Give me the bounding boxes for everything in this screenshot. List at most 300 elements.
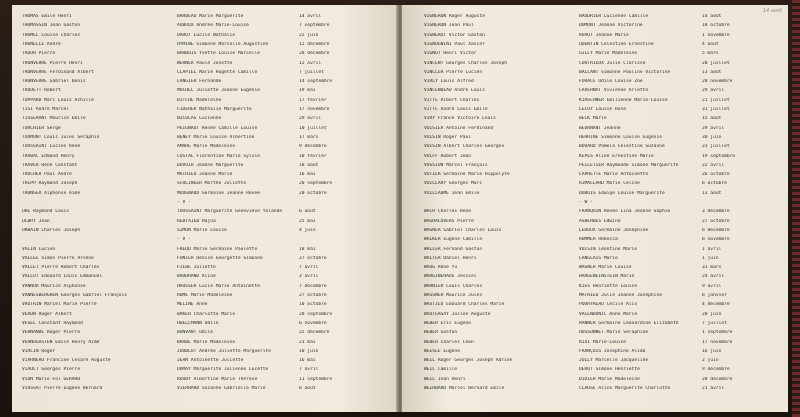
husband-name: VOISIN Albert Charles Georges xyxy=(424,144,505,150)
wife-name: BARBEAU Marie Marguerite xyxy=(177,14,244,19)
marriage-date: 29 avril xyxy=(299,116,322,122)
register-row xyxy=(12,219,398,225)
register-row xyxy=(402,386,788,392)
register-row xyxy=(12,116,398,122)
husband-name: TROUH Pierre xyxy=(22,51,56,57)
register-row xyxy=(12,126,398,132)
wife-name: POURYREAU Cécile Alix xyxy=(579,302,638,308)
marriage-date: 17 novembre xyxy=(702,339,733,345)
wife-name: HERRINE Simonne Louise Eugénie xyxy=(579,134,662,140)
marriage-date: 27 octobre xyxy=(702,218,730,224)
register-row xyxy=(402,265,788,271)
register-row xyxy=(402,172,788,178)
marriage-date: 14 août xyxy=(702,14,722,19)
wife-name: PELLETIER Raymonde Simone Marguerite xyxy=(579,162,679,168)
husband-name: WEIL Roger Georges Joseph Adrien xyxy=(424,358,513,364)
marriage-date: 31 mars xyxy=(702,265,722,271)
register-row xyxy=(402,191,788,197)
husband-name: VIGNEROT Victor Gaston xyxy=(424,32,485,38)
register-row xyxy=(402,181,788,187)
wife-name: RUAUT Jeanne Marie xyxy=(579,32,629,38)
marriage-date: 2 juin xyxy=(702,358,719,364)
husband-name: WEBER Charles Léon xyxy=(424,339,474,345)
wife-name: FILBE Juliette xyxy=(177,265,216,271)
register-row xyxy=(402,219,788,225)
marriage-date: 17 février xyxy=(299,97,327,103)
register-row xyxy=(12,135,398,141)
husband-name: VÉSEL Constant Raymond xyxy=(22,320,83,326)
wife-name: VALENDUNIC Anne Marie xyxy=(579,311,638,317)
register-row xyxy=(402,284,788,290)
wife-name: ROUBY Albertine Marie Thérèse xyxy=(177,376,258,382)
husband-name: VERNOGASTEN Emile Henry Aimé xyxy=(22,339,100,345)
marriage-date: 10 février xyxy=(299,153,327,159)
register-row xyxy=(402,33,788,39)
register-row xyxy=(12,98,398,104)
husband-name: VINCENT Georges Charles Joseph xyxy=(424,60,507,66)
husband-name: WAUG Réne Yu xyxy=(424,265,458,271)
wife-name: BARBE Marie Madeleine xyxy=(177,339,236,345)
marriage-date: 16 mai xyxy=(299,172,316,178)
husband-name: VANNESBERGHEN Georges Gabriel François xyxy=(22,293,128,298)
husband-name: URBAIN Charles Joseph xyxy=(22,227,81,233)
wife-name: DAROT Lucile Nathalie xyxy=(177,32,236,38)
wife-name: AMARÉ Marie Madeleine xyxy=(177,144,236,150)
register-row xyxy=(12,386,398,392)
marriage-date: 10 juillet xyxy=(299,125,327,131)
register-row xyxy=(402,107,788,113)
marriage-date: 28 décembre xyxy=(299,51,330,57)
husband-name: VITTE Albert Charles xyxy=(424,97,480,103)
wife-name: BARGENEINSTEIN Marie xyxy=(579,274,635,280)
wife-name: JEAN Antoinette Juliette xyxy=(177,358,244,364)
marriage-date: 14 septembre xyxy=(299,79,333,85)
husband-name: WARGINEHAUS Jessiel xyxy=(424,274,477,280)
register-row xyxy=(402,237,788,243)
wife-name: LECOY Louise Rose xyxy=(579,107,627,112)
register-row xyxy=(12,144,398,150)
husband-name: VOTIER Germaine Marie Hippolyte xyxy=(424,172,510,178)
husband-name: VIGNERON Jean Paul xyxy=(424,23,474,29)
register-row xyxy=(12,51,398,57)
register-row xyxy=(402,367,788,373)
wife-name: REBTAIEB Hajna xyxy=(177,218,216,224)
wife-name: RIMALLARD Marie Céline xyxy=(579,181,640,187)
register-row xyxy=(402,163,788,169)
wife-name: LAVERNAT Vivienne Arlette xyxy=(579,88,649,94)
marriage-date: 25 mai xyxy=(299,218,316,224)
register-row xyxy=(402,14,788,20)
register-row xyxy=(402,274,788,280)
husband-name: VOSSION Marcel François xyxy=(424,162,488,168)
wife-name: HYMINE Simonne Marcelle Augustine xyxy=(177,41,269,47)
wife-name: RIXI Marie-Louise xyxy=(579,339,627,345)
husband-name: VIGNERON Roger Auguste xyxy=(424,14,485,19)
left-page xyxy=(12,5,398,412)
marriage-date: 16 juin xyxy=(702,348,722,354)
husband-name: VIOSSAT Pierre Eugène Bernard xyxy=(22,386,103,391)
register-row xyxy=(12,88,398,94)
husband-name: VION Marie Fol GÉRARD xyxy=(22,376,81,382)
marriage-date: 13 août xyxy=(702,190,722,196)
wife-name: ASBERBES Edwina xyxy=(579,218,621,224)
marriage-date: 23 juillet xyxy=(702,144,730,150)
marriage-date: 11 septembre xyxy=(299,376,333,382)
register-row xyxy=(12,33,398,39)
register-row xyxy=(12,302,398,308)
register-row xyxy=(12,228,398,234)
husband-name: WARNIER Louis Charles xyxy=(424,283,483,289)
register-row xyxy=(402,349,788,355)
wife-name: WERNER Paule Josette xyxy=(177,60,233,66)
wife-name: FIDERER Nathalie Marguerite xyxy=(177,107,252,112)
wife-name: WAGNER Marie Louise xyxy=(579,265,632,271)
register-row xyxy=(402,61,788,67)
wife-name: KEPES Aline Ernestine Marie xyxy=(579,153,654,159)
marriage-date: 6 octobre xyxy=(702,181,727,187)
wife-name: FUNIER Denise Georgette Simonne xyxy=(177,255,263,261)
marriage-date: 4 décembre xyxy=(702,302,730,308)
register-row xyxy=(12,349,398,355)
wife-name: TOUSSAINT Marguerite Geneviève Yolande xyxy=(177,209,283,215)
husband-name: WASSNER Maurice Jules xyxy=(424,293,483,298)
wife-name: PEIGNAUT Renée Camille Louise xyxy=(177,125,258,131)
husband-name: VINCLER Pierre Lucien xyxy=(424,69,483,75)
marriage-date: 22 avril xyxy=(702,162,725,168)
husband-name: VIGNOGNINI Paul Xavier xyxy=(424,41,485,47)
register-row xyxy=(402,23,788,29)
marriage-date: 6 novembre xyxy=(299,320,327,326)
marriage-date: 24 avril xyxy=(702,274,725,280)
register-row xyxy=(402,88,788,94)
marriage-date: 20 septembre xyxy=(299,181,333,187)
husband-name: TRIPP Raymond Joseph xyxy=(22,181,78,187)
marriage-date: 16 mai xyxy=(299,358,316,364)
wife-name: FRANQUIN Renée Lina Jeanne Sophie xyxy=(579,209,671,215)
register-row xyxy=(12,265,398,271)
marriage-date: 10 octobre xyxy=(299,302,327,308)
husband-name: WEESLÉ Eugène xyxy=(424,348,460,354)
husband-name: WAGHALOVERS Pierre xyxy=(424,218,474,224)
marriage-date: 27 octobre xyxy=(299,293,327,298)
husband-name: TRUNGER Alphonse Aimé xyxy=(22,190,81,196)
register-row xyxy=(402,154,788,160)
wife-name: KIRSCHNER Emilienne Marie-Louise xyxy=(579,97,668,103)
register-row xyxy=(402,51,788,57)
register-row xyxy=(402,330,788,336)
register-row xyxy=(12,312,398,318)
husband-name: VUILLAUME Jean Emile xyxy=(424,190,480,196)
husband-name: VANNOR Maurice Alphonse xyxy=(22,283,86,289)
register-row xyxy=(402,256,788,262)
register-row xyxy=(402,209,788,215)
marriage-date: 28 septembre xyxy=(299,311,333,317)
register-row xyxy=(402,116,788,122)
register-row xyxy=(402,126,788,132)
husband-name: THOMASSIN Jean Gaston xyxy=(22,23,81,29)
register-row xyxy=(12,14,398,20)
wife-name: VIERBARD Suzanne Gabrielle Marie xyxy=(177,386,266,391)
marriage-date: 26 octobre xyxy=(702,172,730,178)
husband-name: VALLÉE Simon Pierre Arsène xyxy=(22,255,94,261)
register-row xyxy=(12,200,398,206)
marriage-date: 12 avril xyxy=(299,60,322,66)
book-edge xyxy=(792,0,800,417)
wife-name: LANGIER Fernande xyxy=(177,79,222,85)
husband-name: VAUTRIN Marcel Marie Pierre xyxy=(22,302,97,308)
wife-name: LANGLAIS Marie xyxy=(579,255,618,261)
wife-name: ROME Marie Madeleine xyxy=(177,293,233,298)
wife-name: RANNER Germaine Léonardine Elizabeth xyxy=(579,320,679,326)
register-row xyxy=(12,284,398,290)
marriage-date: 10 juin xyxy=(299,348,319,354)
husband-name: TRONVERRE Gabriel Denis xyxy=(22,79,86,85)
marriage-date: 7 avril xyxy=(299,265,319,271)
register-row xyxy=(12,61,398,67)
register-row xyxy=(12,70,398,76)
marriage-date: 31 juillet xyxy=(702,107,730,112)
husband-name: TRONVERRE Ferdinand Albert xyxy=(22,69,94,75)
marriage-date: 21 juillet xyxy=(702,97,730,103)
wife-name: DUMONT Jeanne Victorine xyxy=(579,23,643,29)
marriage-date: 20 juillet xyxy=(702,60,730,66)
marriage-date: 1 septembre xyxy=(702,330,733,336)
husband-name: TOUMONT Louis Jules Séraphin xyxy=(22,134,100,140)
husband-name: VALLET Pierre Robert Charles xyxy=(22,265,100,271)
section-letter: - W - xyxy=(579,200,593,205)
right-page xyxy=(402,5,788,412)
husband-name: VOISIN Roger Paul xyxy=(424,134,472,140)
marriage-date: 7 décembre xyxy=(299,283,327,289)
husband-name: VALLOT Edouard Louis Emmanuel xyxy=(22,274,103,280)
marriage-date: 28 novembre xyxy=(702,79,733,85)
husband-name: THOMEL Louise Charles xyxy=(22,32,81,38)
marriage-date: 6 décembre xyxy=(702,227,730,233)
left-page-rows xyxy=(12,5,398,412)
wife-name: BEURNANT Jeanne xyxy=(579,125,621,131)
husband-name: WEBER Eric Eugène xyxy=(424,320,472,326)
wife-name: SIMON Marie Louise xyxy=(177,227,227,233)
husband-name: VIGNOT Henri Victor xyxy=(424,51,477,57)
husband-name: WEBER Gaston xyxy=(424,330,458,336)
wife-name: MATHIEU Jeanne Marie xyxy=(177,172,233,178)
wife-name: SCHLINGER Marthe Juliette xyxy=(177,181,247,187)
register-row xyxy=(12,23,398,29)
husband-name: WAGNER Gabriel Charles Louis xyxy=(424,227,502,233)
marriage-date: 7 septembre xyxy=(299,23,330,29)
marriage-date: 5 mars xyxy=(702,51,719,57)
marriage-date: 14 avril xyxy=(299,14,322,19)
wife-name: BECK Marie xyxy=(579,116,607,122)
marriage-date: 21 avril xyxy=(702,386,725,391)
section-letter: - V - xyxy=(177,200,191,205)
wife-name: BONVANT Odile xyxy=(177,330,213,336)
husband-name: WACH Charles René xyxy=(424,209,472,215)
husband-name: WASTIEU Édouard Charles Marie xyxy=(424,302,505,308)
wife-name: QUENTIN Célestine Ernestine xyxy=(579,41,654,47)
marriage-date: 18 octobre xyxy=(702,23,730,29)
husband-name: VIRLY Louis Alfred xyxy=(424,79,474,85)
marriage-date: 9 décembre xyxy=(299,144,327,150)
register-row xyxy=(402,200,788,206)
husband-name: TRAVER René Constant xyxy=(22,162,78,168)
husband-name: VOLFF Robert Jean xyxy=(424,153,472,159)
husband-name: ULBRY Jean xyxy=(22,218,50,224)
wife-name: MÉLINE Anne xyxy=(177,302,208,308)
wife-name: COUTRIEUX Julie Clarisse xyxy=(579,60,646,66)
marriage-date: 17 mars xyxy=(299,134,319,140)
wife-name: DIDIER Marie Madeleine xyxy=(579,376,640,382)
wife-name: BAUDRIER Lucienne Camille xyxy=(579,14,649,19)
husband-name: VINCENDEAU André Louis xyxy=(424,88,485,94)
marriage-date: 7 juillet xyxy=(299,69,324,75)
register-row xyxy=(402,321,788,327)
marriage-date: 6 janvier xyxy=(702,293,727,298)
husband-name: VUILLARY Georges Marc xyxy=(424,181,483,187)
marriage-date: 13 août xyxy=(702,69,722,75)
register-row xyxy=(402,98,788,104)
marriage-date: 6 novembre xyxy=(702,237,730,243)
wife-name: KIÉS Henriette Louise xyxy=(579,283,638,289)
wife-name: FRÉOD Marie Germaine Paulette xyxy=(177,246,258,252)
register-row xyxy=(12,377,398,383)
register-row xyxy=(402,135,788,141)
marriage-date: 18 mai xyxy=(299,246,316,252)
register-row xyxy=(12,107,398,113)
wife-name: CLAPIEL Marie Hugette Camille xyxy=(177,69,258,75)
marriage-date: 22 juin xyxy=(299,32,319,38)
wife-name: DITCHE Madeleine xyxy=(177,97,222,103)
register-row xyxy=(12,340,398,346)
wife-name: MOCHEL Juliette Jeanne Eugénie xyxy=(177,88,260,94)
husband-name: VIALIN Roger xyxy=(22,348,56,354)
wife-name: CLAUSE Alice Marguerite Charlotte xyxy=(579,386,671,391)
marriage-date: 7 juillet xyxy=(702,320,727,326)
marriage-date: 12 décembre xyxy=(299,41,330,47)
register-row xyxy=(12,191,398,197)
wife-name: DUMAY Marguerite Julienne Lucette xyxy=(177,367,269,373)
register-row xyxy=(12,367,398,373)
husband-name: WAUTERSAY Julien Auguste xyxy=(424,311,491,317)
register-row xyxy=(402,247,788,253)
wife-name: AUBOUX Andrée Marie-Louise xyxy=(177,23,249,29)
husband-name: THONELLE André xyxy=(22,41,61,47)
husband-name: VERNANDE Roger Pierre xyxy=(22,330,81,336)
register-row xyxy=(12,42,398,48)
register-row xyxy=(12,181,398,187)
register-row xyxy=(402,70,788,76)
marriage-date: 27 octobre xyxy=(299,255,327,261)
husband-name: WALKER Eugène Camille xyxy=(424,237,483,243)
husband-name: TOPPARD Marc Louis Achille xyxy=(22,97,94,103)
husband-name: VALIN Lucien xyxy=(22,246,56,252)
husband-name: VITTE André Louis Emile xyxy=(424,107,488,112)
marriage-date: 6 août xyxy=(299,209,316,215)
marriage-date: 29 avril xyxy=(702,125,725,131)
husband-name: TISSERANT Maurice Emile xyxy=(22,116,86,122)
wife-name: DEROT Simone Henriette xyxy=(579,367,640,373)
marriage-date: 18 août xyxy=(299,162,319,168)
marriage-date: 1 juin xyxy=(702,255,719,261)
marriage-date: 7 avril xyxy=(299,367,319,373)
register-row xyxy=(12,172,398,178)
register-row xyxy=(12,330,398,336)
husband-name: WEIL Jean Henri xyxy=(424,376,466,382)
wife-name: VOISIN Léontine Marie xyxy=(579,246,638,252)
husband-name: TROUETT Robert xyxy=(22,88,61,94)
register-row xyxy=(12,79,398,85)
register-row xyxy=(12,321,398,327)
register-row xyxy=(12,274,398,280)
husband-name: WALLER Fernand Gaston xyxy=(424,246,483,252)
husband-name: THOMAS Emile Henri xyxy=(22,14,72,19)
marriage-date: 19 septembre xyxy=(702,153,736,159)
marriage-date: 1 novembre xyxy=(702,32,730,38)
wife-name: COSTAL Florentine Marie Sylvie xyxy=(177,153,260,159)
wife-name: DUBOIS Edwige Louise Marguerite xyxy=(579,190,665,196)
register-row xyxy=(402,358,788,364)
wife-name: JOLLY Marcelle Jacqueline xyxy=(579,358,649,364)
register-row xyxy=(12,293,398,299)
register-row xyxy=(12,163,398,169)
register-row xyxy=(402,228,788,234)
wife-name: HUELLMANN Odile xyxy=(177,320,219,326)
wife-name: LEDOUX Germaine Joséphine xyxy=(579,227,649,233)
register-row xyxy=(12,247,398,253)
wife-name: ROMMER Rébecca xyxy=(579,237,618,243)
marriage-date: 6 août xyxy=(299,386,316,391)
husband-name: VÉRON Roger Albert xyxy=(22,311,72,317)
register-row xyxy=(12,237,398,243)
wife-name: BENEY Marie Louise Albertine xyxy=(177,134,255,140)
register-row xyxy=(12,256,398,262)
marriage-date: 3 décembre xyxy=(702,209,730,215)
husband-name: VIRY France Victoire Louis xyxy=(424,116,496,122)
husband-name: TRABAC Edmond Henry xyxy=(22,153,75,159)
register-row xyxy=(402,302,788,308)
wife-name: GILLY Marie Madeleine xyxy=(579,51,638,57)
wife-name: HUSSONNET Marie Séraphine xyxy=(579,330,649,336)
marriage-date: 4 juin xyxy=(299,227,316,233)
marriage-date: 20 juin xyxy=(702,311,722,317)
wife-name: NICOLAS Lucienne xyxy=(177,116,222,122)
marriage-date: 1 avril xyxy=(702,246,722,252)
husband-name: TOUSSAINT Lucien René xyxy=(22,144,81,150)
wife-name: BARBOIS Yvette Louise Marcelle xyxy=(177,51,260,57)
marriage-date: 23 mai xyxy=(299,339,316,345)
wife-name: LAPRETTE Marie Antoinette xyxy=(579,172,649,178)
marriage-date: 3 avril xyxy=(299,274,319,280)
wife-name: BAKER Charlotte Marie xyxy=(177,311,236,317)
register-row xyxy=(402,293,788,299)
wife-name: FORACE Odile Louise Zoë xyxy=(579,79,643,85)
marriage-date: 17 novembre xyxy=(299,107,330,112)
wife-name: HAUSSER Lucie Marie Antoinette xyxy=(177,283,260,289)
register-row xyxy=(402,377,788,383)
marriage-date: 9 décembre xyxy=(702,367,730,373)
husband-name: TORCHIER Serge xyxy=(22,125,61,131)
marriage-date: 20 décembre xyxy=(702,376,733,382)
wife-name: MOUGNAUD Germaine Jeanne Renée xyxy=(177,190,260,196)
wife-name: BAUDRAND Aline xyxy=(177,274,216,280)
husband-name: TROCHER Paul André xyxy=(22,172,72,178)
husband-name: WEIL Camille xyxy=(424,367,458,373)
marriage-date: 19 mai xyxy=(299,88,316,94)
pencil-note: 14 août xyxy=(762,8,782,14)
wife-name: JOUBLOT Andrée Juliette Marguerite xyxy=(177,348,272,354)
register-row xyxy=(402,340,788,346)
marriage-date: 30 juin xyxy=(702,134,722,140)
